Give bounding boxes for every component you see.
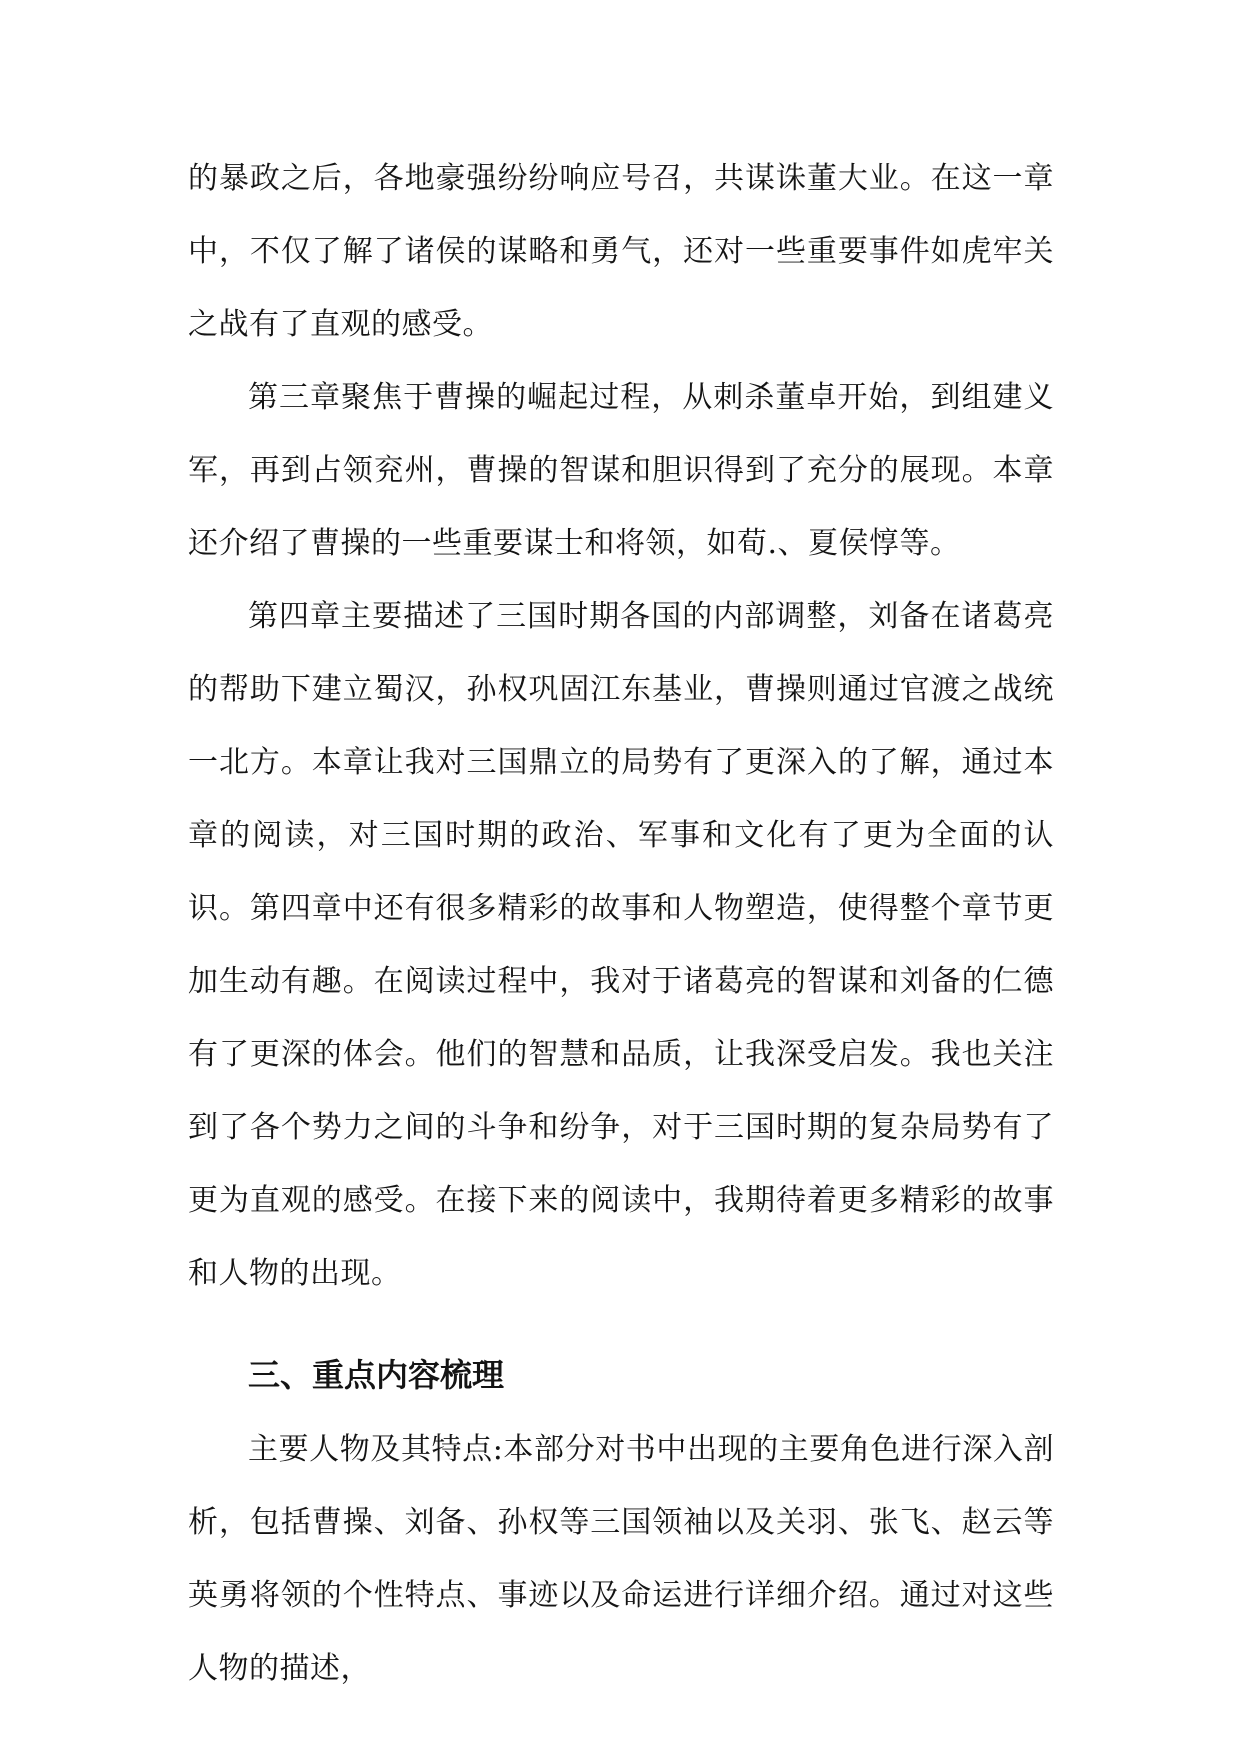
paragraph-main-characters: 主要人物及其特点:本部分对书中出现的主要角色进行深入剖析，包括曹操、刘备、孙权等三国领袖以及关羽、张飞、赵云等英勇将领的个性特点、事迹以及命运进行详细介绍。通过对这些人物的描述， — [188, 1432, 1054, 1686]
paragraph-chapter-four: 第四章主要描述了三国时期各国的内部调整，刘备在诸葛亮的帮助下建立蜀汉，孙权巩固江东基业，曹操则通过官渡之战统一北方。本章让我对三国鼎立的局势有了更深入的了解，通过本章的阅读，对三国时期的政治、军事和文化有了更为全面的认识。第四章中还有很多精彩的故事和人物塑造，使得整个章节更加生动有趣。在阅读过程中，我对于诸葛亮的智谋和刘备的仁德有了更深的体会。他们的智慧和品质，让我深受启发。我也关注到了各个势力之间的斗争和纷争，对于三国时期的复杂局势有了更为直观的感受。在接下来的阅读中，我期待着更多精彩的故事和人物的出现。 — [188, 599, 1054, 1291]
document-body — [188, 142, 1054, 1705]
paragraph-continuation: 的暴政之后，各地豪强纷纷响应号召，共谋诛董大业。在这一章中，不仅了解了诸侯的谋略和勇气，还对一些重要事件如虎牢关之战有了直观的感受。 — [188, 161, 1054, 342]
section-heading: 三、重点内容梳理 — [248, 1356, 505, 1394]
paragraph-chapter-three: 第三章聚焦于曹操的崛起过程，从刺杀董卓开始，到组建义军，再到占领兖州，曹操的智谋和胆识得到了充分的展现。本章还介绍了曹操的一些重要谋士和将领，如荀.、夏侯惇等。 — [188, 380, 1054, 561]
